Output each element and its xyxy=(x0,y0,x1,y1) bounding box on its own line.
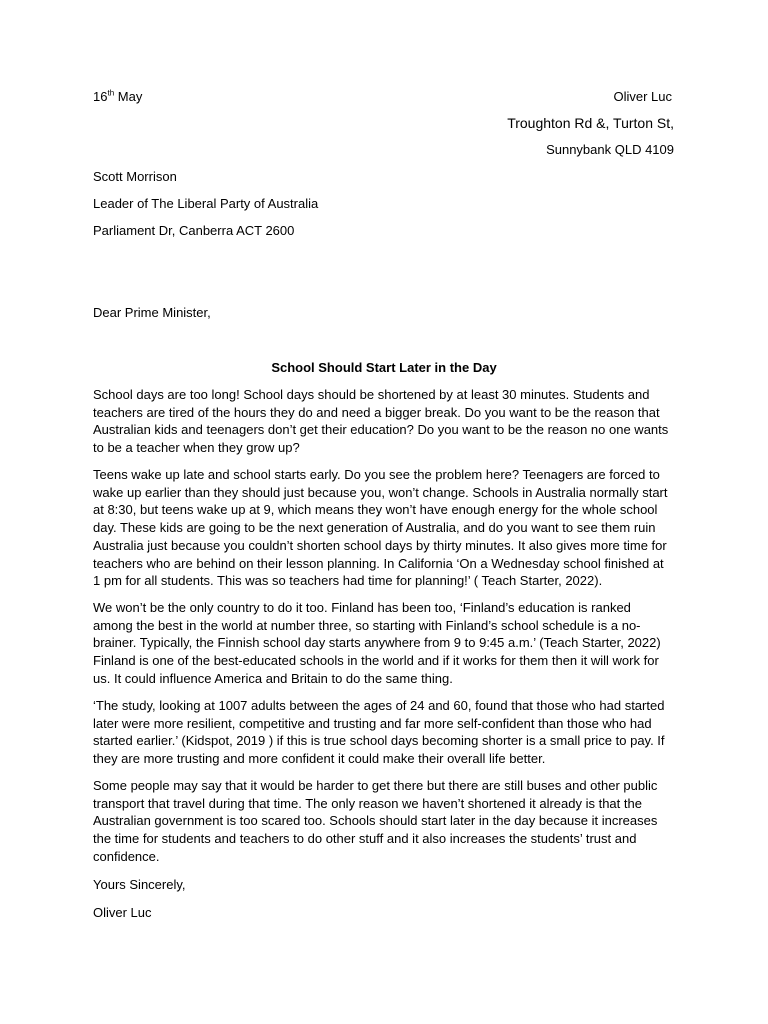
letter-date xyxy=(93,88,142,105)
date-month: May xyxy=(117,89,143,104)
body-paragraph-1: School days are too long! School days should be shortened by at least 30 minutes. Students and teachers are tired of the hours they do and need a bigger break. Do you want to be the reason that Australian kids and teenagers don’t get their education? Do you want to be the reason no one wants to be a teacher when they grow up? xyxy=(93,387,669,456)
sender-name: Oliver Luc xyxy=(613,89,672,104)
body-paragraph-3: We won’t be the only country to do it too. Finland has been too, ‘Finland’s education is ranked among the best in the world at number three, so starting with Finland’s school schedule is a no-brainer. Typically, the Finnish school day starts anywhere from 9 to 9:45 a.m.’ (Teach Starter, 2022) Finland is one of the best-educated schools in the world and if it works for them then it will work for us. It could influence America and Britain to do the same thing. xyxy=(93,600,661,686)
body-paragraph-4: ‘The study, looking at 1007 adults between the ages of 24 and 60, found that those who had started later were more resilient, competitive and trusting and far more self-confident than those who had started earlier.’ (Kidspot, 2019 ) if this is true school days becoming shorter is a small price to pay. If they are more trusting and more confident it could make their overall life better. xyxy=(93,698,665,767)
letter-title: School Should Start Later in the Day xyxy=(271,360,497,375)
sender-suburb: Sunnybank QLD 4109 xyxy=(546,142,674,157)
body-paragraph-2: Teens wake up late and school starts early. Do you see the problem here? Teenagers are forced to wake up earlier than they should just because you, won’t change. Schools in Australia normally start at 8:30, but teens wake up at 9, which means they won’t have enough energy for the whole school day. These kids are going to be the next generation of Australia, and do you want to see them ruin Australia just because you couldn’t shorten school days by thirty minutes. It also gives more time for teachers who are behind on their lesson planning. In California ‘On a Wednesday school finished at 1 pm for all students. This was so teachers had time for planning!’ ( Teach Starter, 2022). xyxy=(93,467,668,589)
closing: Yours Sincerely, xyxy=(93,877,186,892)
sender-street: Troughton Rd &, Turton St, xyxy=(507,115,674,131)
date-day: 16 xyxy=(93,89,108,104)
recipient-address: Parliament Dr, Canberra ACT 2600 xyxy=(93,223,295,238)
body-paragraph-5: Some people may say that it would be harder to get there but there are still buses and other public transport that travel during that time. The only reason we haven’t shortened it already is that the Australian government is too scared too. Schools should start later in the day because it increases the time for students and teachers to do other stuff and it also increases the students’ trust and confidence. xyxy=(93,778,658,864)
recipient-name: Scott Morrison xyxy=(93,169,177,184)
date-suffix: th xyxy=(107,88,115,98)
recipient-title: Leader of The Liberal Party of Australia xyxy=(93,196,319,211)
salutation: Dear Prime Minister, xyxy=(93,305,211,320)
signature: Oliver Luc xyxy=(93,905,152,920)
